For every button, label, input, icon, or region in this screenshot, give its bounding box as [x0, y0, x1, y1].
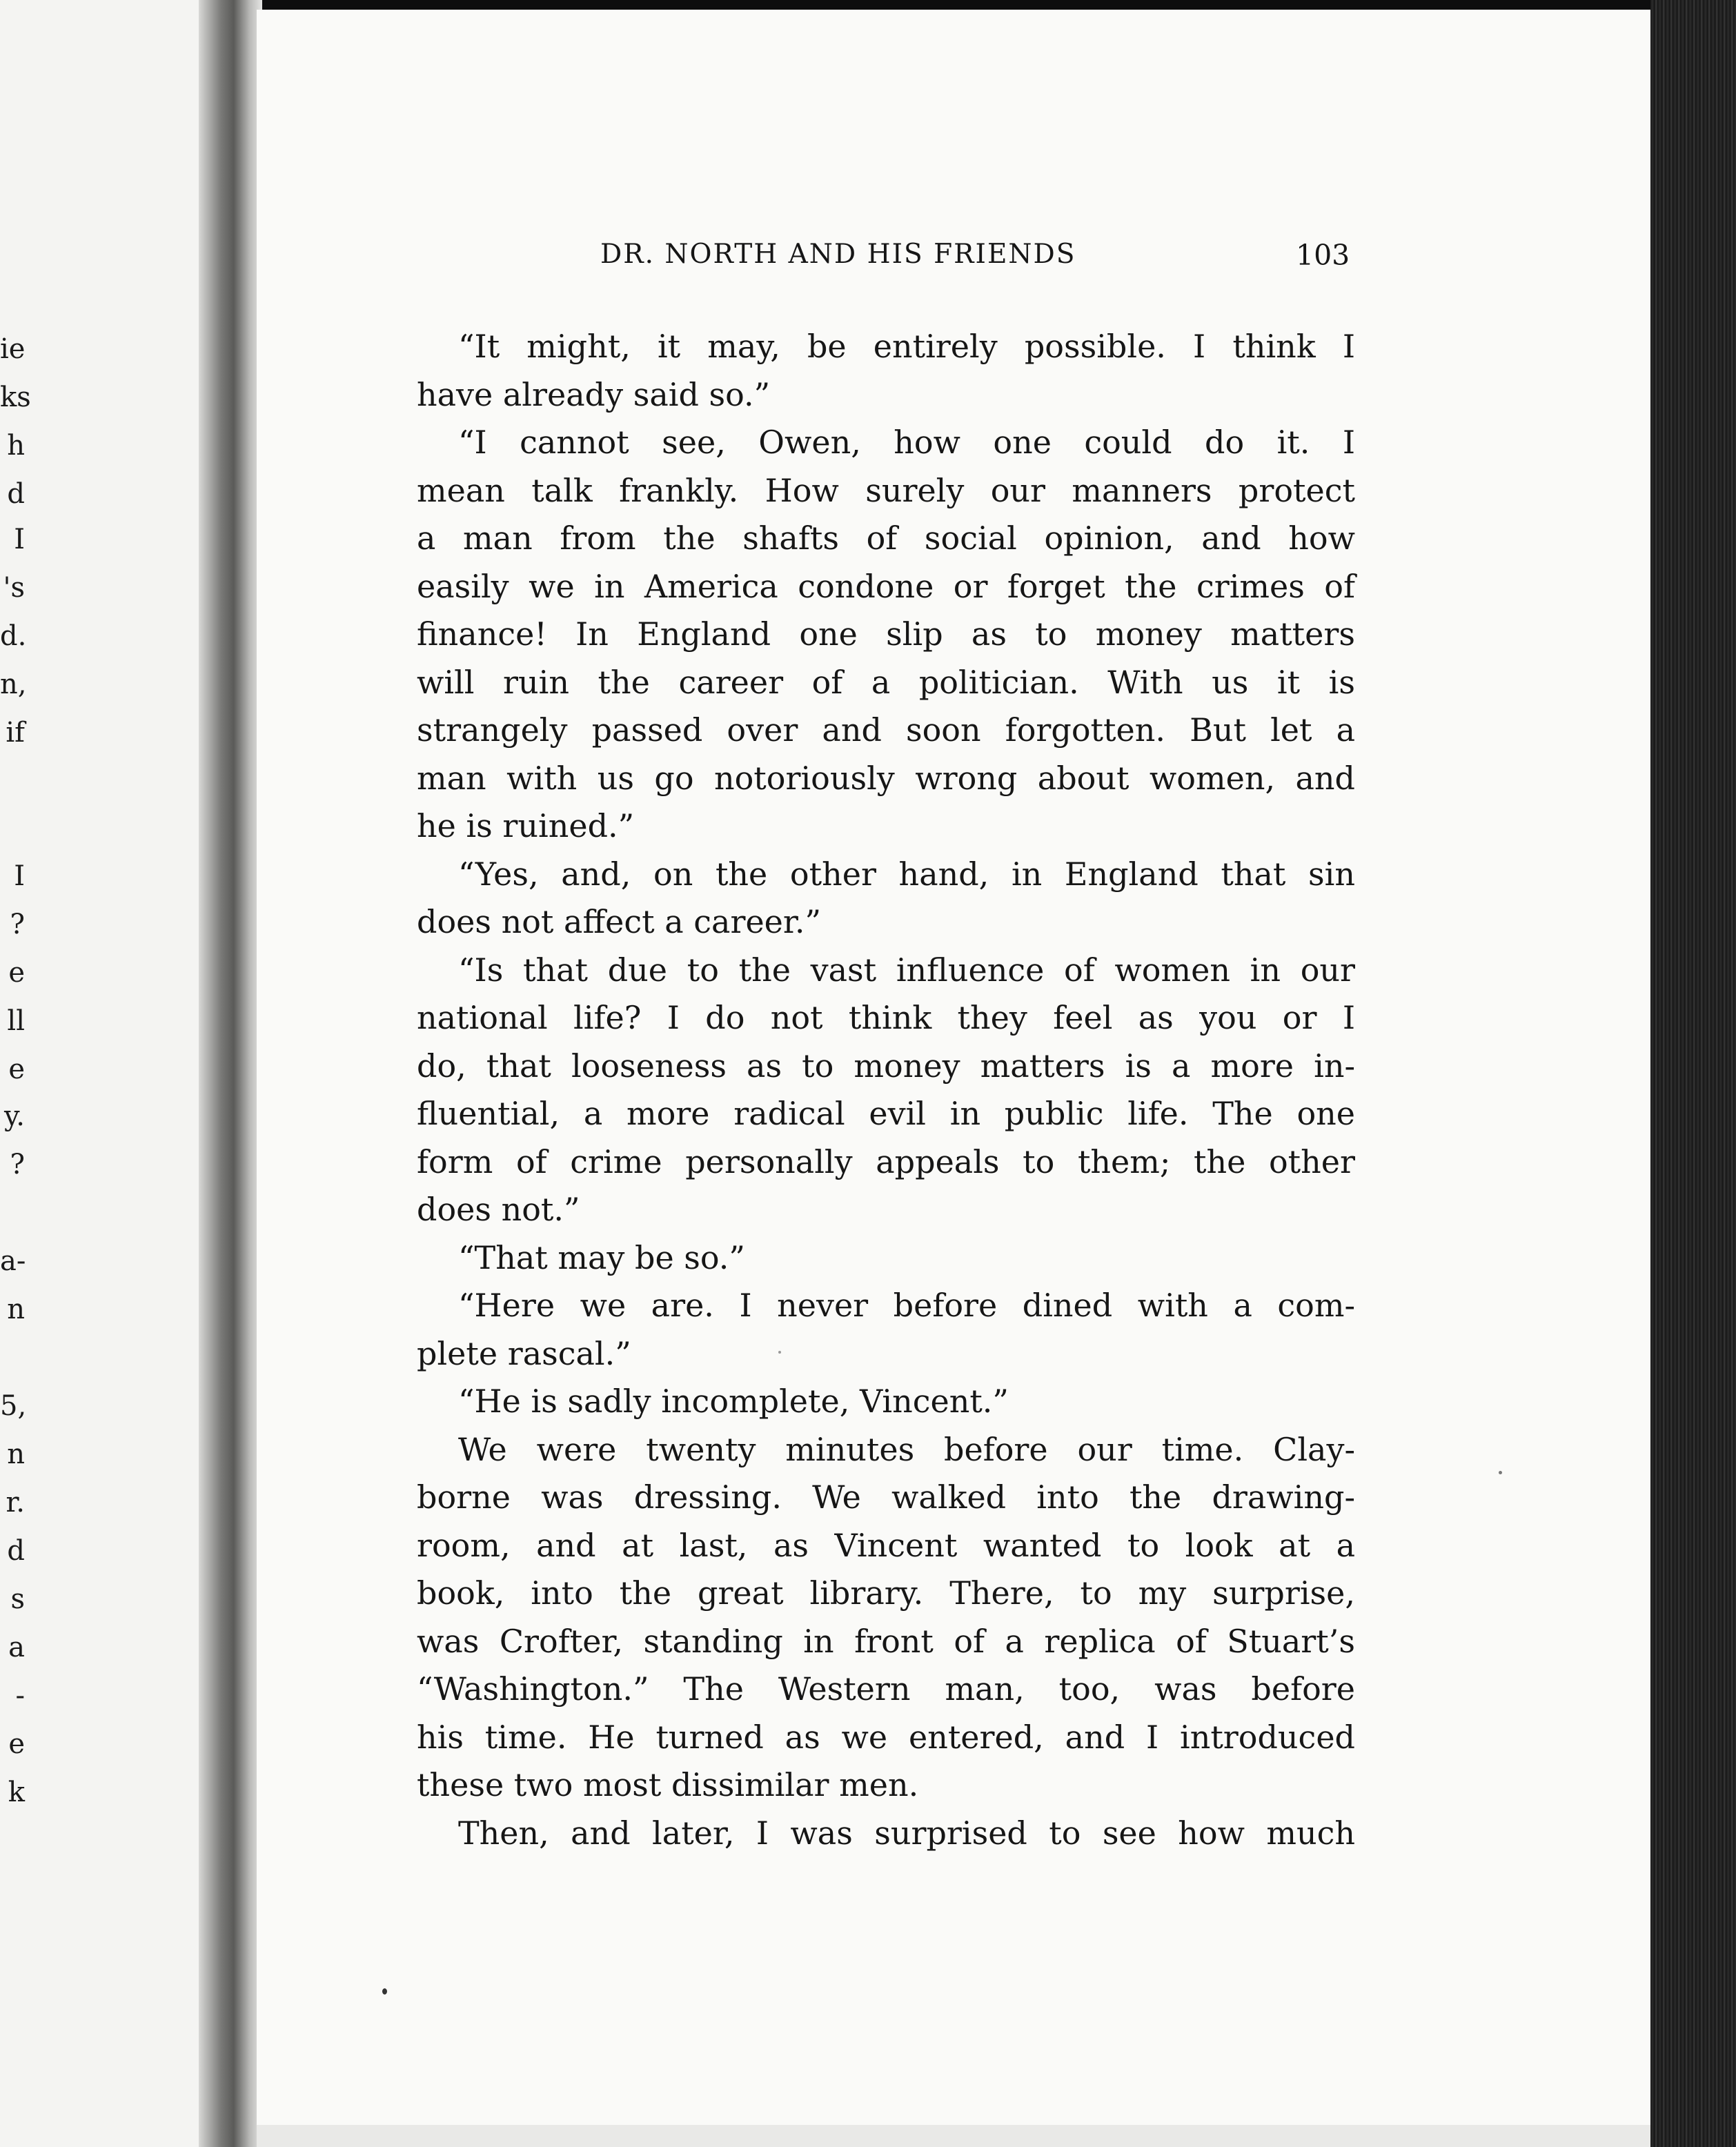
left-page-fragment: a — [8, 1632, 25, 1663]
text-line: does not affect a career.” — [417, 903, 821, 940]
left-page-fragment: ? — [10, 909, 25, 940]
text-line: these two most dissimilar men. — [417, 1766, 919, 1803]
left-page-fragment: ie — [0, 333, 26, 365]
text-line: “It might, it may, be entirely possible. I think I — [458, 328, 1355, 365]
text-line: “Is that due to the vast influence of women in our — [458, 951, 1355, 989]
text-line: “Washington.” The Western man, too, was before — [417, 1670, 1355, 1708]
left-page-fragment: d. — [0, 620, 27, 652]
text-line: “Here we are. I never before dined with a com- — [458, 1287, 1355, 1324]
text-line: Then, and later, I was surprised to see how much — [458, 1814, 1355, 1852]
text-line: “Yes, and, on the other hand, in England that sin — [458, 855, 1355, 893]
book-gutter — [199, 0, 262, 2147]
left-page-fragment: k — [8, 1777, 25, 1808]
left-page-fragment: - — [15, 1680, 25, 1712]
text-line: was Crofter, standing in front of a replica of Stuart’s — [417, 1622, 1355, 1660]
text-line: form of crime personally appeals to them; the other — [417, 1142, 1355, 1180]
text-line: national life? I do not think they feel as you or I — [417, 999, 1355, 1036]
text-line: “He is sadly incomplete, Vincent.” — [458, 1383, 1009, 1420]
left-page-fragment: I — [14, 524, 25, 555]
text-line: will ruin the career of a politician. With us it is — [417, 663, 1355, 701]
left-page-fragment: y. — [4, 1100, 25, 1132]
text-line: finance! In England one slip as to money matters — [417, 615, 1355, 653]
text-line: fluential, a more radical evil in public life. The one — [417, 1095, 1355, 1132]
text-line: he is ruined.” — [417, 807, 635, 844]
page-stack-edge — [1650, 0, 1736, 2147]
text-line: strangely passed over and soon forgotten. But let a — [417, 711, 1355, 749]
text-line: his time. He turned as we entered, and I introduced — [417, 1718, 1355, 1756]
left-page-fragment: e — [8, 1053, 25, 1085]
left-page-fragment: n — [7, 1438, 25, 1470]
text-line: have already said so.” — [417, 375, 771, 413]
left-page-fragment: r. — [6, 1487, 25, 1518]
left-page-fragment: 's — [3, 572, 25, 604]
page-number: 103 — [1296, 239, 1350, 272]
left-page-fragment: d — [7, 1535, 25, 1567]
body-text — [417, 323, 1355, 1857]
ink-speck — [778, 1351, 781, 1354]
left-page-fragment: e — [8, 957, 25, 989]
text-line: do, that looseness as to money matters is a more in- — [417, 1047, 1355, 1085]
left-page-fragment: s — [10, 1583, 25, 1615]
left-page-fragment: 5, — [0, 1390, 27, 1422]
left-page-fragment: n, — [0, 669, 27, 700]
ink-speck — [382, 1988, 387, 1995]
left-page-fragment: ks — [0, 382, 31, 413]
text-line: “That may be so.” — [458, 1238, 745, 1276]
ink-speck — [1499, 1471, 1502, 1474]
text-line: borne was dressing. We walked into the drawing- — [417, 1478, 1355, 1516]
left-page-fragment: ll — [7, 1005, 25, 1037]
page-bottom-margin — [257, 2125, 1650, 2147]
left-page-fragment: a- — [0, 1245, 26, 1277]
text-line: mean talk frankly. How surely our manners protect — [417, 471, 1355, 509]
text-line: man with us go notoriously wrong about women, and — [417, 759, 1355, 797]
text-line: does not.” — [417, 1191, 580, 1228]
text-line: plete rascal.” — [417, 1334, 631, 1372]
text-line: room, and at last, as Vincent wanted to look at a — [417, 1526, 1355, 1564]
left-page-fragment: h — [7, 430, 25, 462]
text-line: “I cannot see, Owen, how one could do it. I — [458, 424, 1355, 461]
text-line: easily we in America condone or forget the crimes of — [417, 567, 1355, 605]
left-page-edge — [0, 0, 221, 2147]
left-page-fragment: e — [8, 1728, 25, 1760]
running-head: DR. NORTH AND HIS FRIENDS — [600, 239, 1076, 270]
text-line: book, into the great library. There, to my surprise, — [417, 1574, 1355, 1612]
left-page-fragment: ? — [10, 1149, 25, 1180]
text-line: a man from the shafts of social opinion, and how — [417, 520, 1355, 557]
left-page-fragment: d — [7, 478, 25, 510]
left-page-fragment: I — [14, 860, 25, 892]
left-page-fragment: n — [7, 1294, 25, 1325]
text-line: We were twenty minutes before our time. Clay- — [458, 1430, 1355, 1468]
left-page-fragment: if — [6, 717, 25, 749]
